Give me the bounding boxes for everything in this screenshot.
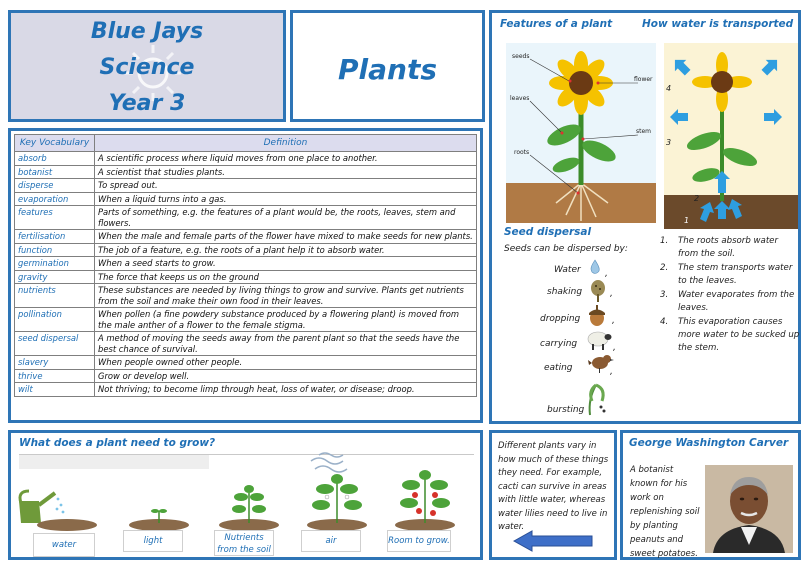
water-drop-icon [588, 259, 602, 275]
vocab-row [15, 270, 477, 284]
water-step [660, 289, 800, 315]
vocab-definition: Grow or develop well. [95, 369, 477, 383]
label-roots: roots [514, 149, 530, 156]
plant-info-box [489, 10, 801, 424]
dispersal-shaking: shaking [547, 287, 583, 297]
vocab-definition: The force that keeps us on the ground [95, 270, 477, 284]
dispersal-bursting: bursting [547, 405, 585, 415]
vocab-row [15, 230, 477, 244]
vocab-definition: When the male and female parts of the flower have mixed to make seeds for new plants. [95, 230, 477, 244]
vocab-row [15, 243, 477, 257]
vocab-term: evaporation [15, 192, 95, 206]
vocab-term: slavery [15, 356, 95, 370]
need-light: light [123, 530, 183, 552]
label-flower: flower [634, 76, 653, 83]
water-step-number: 4. [660, 317, 669, 327]
transport-num-1: 1 [684, 216, 690, 225]
plant-needs-box [8, 430, 483, 560]
water-step [660, 262, 800, 288]
comma-2: , [610, 289, 613, 299]
vocab-definition: A scientific process where liquid moves from one place to another. [95, 152, 477, 166]
comma-5: , [610, 367, 613, 377]
vocab-term: fertilisation [15, 230, 95, 244]
seed-pod-icon [584, 379, 610, 419]
dispersal-water: Water [554, 265, 581, 275]
vocab-definition: These substances are needed by living things to grow and survive. Plants get nutrients from the soil and make their own food in their leaves. [95, 284, 477, 308]
water-step-number: 1. [660, 236, 669, 246]
vocab-row [15, 369, 477, 383]
topic-box [290, 10, 485, 122]
vocab-row [15, 206, 477, 230]
vocab-definition: The job of a feature, e.g. the roots of a plant help it to absorb water. [95, 243, 477, 257]
vocab-definition: Not thriving; to become limp through heat, loss of water, or disease; droop. [95, 383, 477, 397]
class-name: Blue Jays [90, 19, 204, 44]
plant-needs-heading: What does a plant need to grow? [19, 437, 216, 449]
vocab-term: function [15, 243, 95, 257]
vocab-term: seed dispersal [15, 332, 95, 356]
title-box [8, 10, 286, 122]
comma-1: , [605, 269, 608, 279]
water-transport-diagram [664, 43, 798, 229]
george-washington-carver-box [620, 430, 801, 560]
year-group: Year 3 [108, 91, 186, 116]
dispersal-dropping: dropping [540, 314, 581, 324]
vocab-row [15, 152, 477, 166]
vocab-term-header: Key Vocabulary [15, 135, 95, 152]
water-step [660, 316, 800, 355]
acorn-icon [586, 303, 608, 327]
water-step-text: This evaporation causes more water to be sucked up the stem. [678, 317, 800, 353]
need-nutrients: Nutrients from the soil [214, 530, 274, 556]
vocab-row [15, 356, 477, 370]
vocab-definition: To spread out. [95, 179, 477, 193]
water-step-text: The stem transports water to the leaves. [678, 263, 793, 286]
vocab-term: wilt [15, 383, 95, 397]
water-step-text: The roots absorb water from the soil. [678, 236, 779, 259]
features-heading: Features of a plant [500, 18, 613, 30]
dispersal-carrying: carrying [540, 339, 578, 349]
water-step [660, 235, 800, 261]
plant-variation-text: Different plants vary in how much of these things they need. For example, cacti can survive in areas with little water, whereas water lilies need to live in water. [498, 441, 609, 532]
arrow-left-icon [512, 529, 594, 553]
dispersal-eating: eating [544, 363, 573, 373]
vocabulary-box [8, 128, 483, 423]
vocab-term: nutrients [15, 284, 95, 308]
gwc-text: A botanist known for his work on replenishing soil by planting peanuts and sweet potatoes. [630, 465, 700, 559]
vocab-row [15, 308, 477, 332]
vocab-row [15, 332, 477, 356]
vocab-term: botanist [15, 165, 95, 179]
vocab-definition: When pollen (a fine powdery substance produced by a flowering plant) is moved from the male anther of a flower to the female stigma. [95, 308, 477, 332]
vocab-row [15, 165, 477, 179]
need-room-to-grow: Room to grow. [387, 530, 451, 552]
topic-title: Plants [338, 53, 437, 86]
vocab-row [15, 257, 477, 271]
need-air: air [301, 530, 361, 552]
vocab-definition: When a seed starts to grow. [95, 257, 477, 271]
vocab-term: absorb [15, 152, 95, 166]
comma-4: , [613, 343, 616, 353]
vocab-definition-header: Definition [95, 135, 477, 152]
transport-num-2: 2 [694, 194, 700, 203]
vocab-definition: A scientist that studies plants. [95, 165, 477, 179]
vocabulary-rows [15, 152, 477, 397]
sunflower-diagram [506, 43, 656, 223]
vocab-term: disperse [15, 179, 95, 193]
vocab-term: gravity [15, 270, 95, 284]
label-seeds: seeds [512, 53, 530, 60]
gwc-heading: George Washington Carver [629, 437, 789, 449]
need-water: water [33, 533, 95, 557]
carver-portrait [705, 465, 793, 553]
water-step-number: 3. [660, 290, 669, 300]
vocabulary-table [14, 134, 477, 397]
label-stem: stem [636, 128, 652, 135]
vocab-row [15, 179, 477, 193]
water-step-text: Water evaporates from the leaves. [678, 290, 795, 313]
vocab-definition: When people owned other people. [95, 356, 477, 370]
transport-heading: How water is transported [642, 18, 794, 30]
vocab-definition: When a liquid turns into a gas. [95, 192, 477, 206]
vocab-term: features [15, 206, 95, 230]
plant-needs-illustration [15, 451, 480, 531]
comma-3: , [612, 316, 615, 326]
vocab-row [15, 192, 477, 206]
vocab-definition: A method of moving the seeds away from the parent plant so that the seeds have the best chance of survival. [95, 332, 477, 356]
transport-num-4: 4 [666, 84, 672, 93]
transport-num-3: 3 [666, 138, 672, 147]
sheep-icon [584, 327, 612, 351]
water-step-number: 2. [660, 263, 669, 273]
vocab-term: germination [15, 257, 95, 271]
vocab-term: thrive [15, 369, 95, 383]
vocab-row [15, 284, 477, 308]
water-transport-steps [660, 235, 800, 356]
label-leaves: leaves [510, 95, 530, 102]
subject: Science [99, 55, 195, 80]
vocab-term: pollination [15, 308, 95, 332]
seed-dispersal-heading: Seed dispersal [504, 226, 592, 238]
dispersal-intro: Seeds can be dispersed by: [504, 244, 628, 254]
plant-variation-box [489, 430, 617, 560]
poppy-seedhead-icon [588, 278, 608, 302]
vocab-row [15, 383, 477, 397]
vocab-definition: Parts of something, e.g. the features of a plant would be, the roots, leaves, stem and flowers. [95, 206, 477, 230]
